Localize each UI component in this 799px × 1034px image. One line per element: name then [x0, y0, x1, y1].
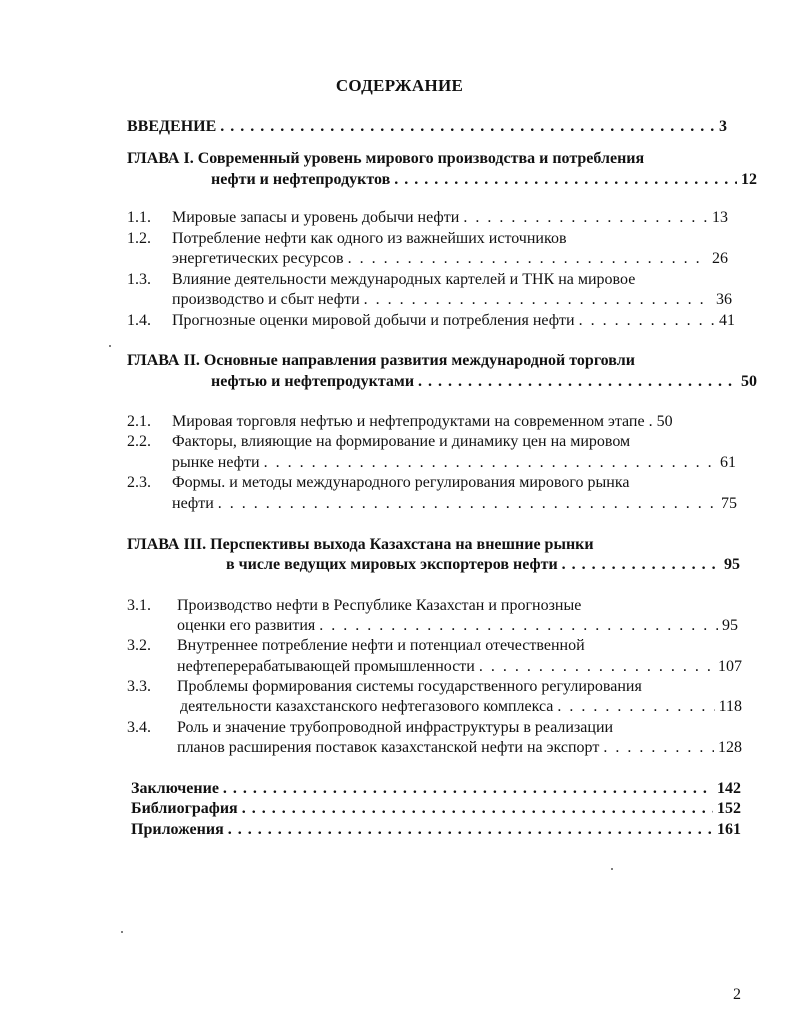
toc-page-number: 118 — [718, 698, 742, 715]
toc-page-number: 95 — [724, 556, 740, 573]
toc-entry-label: нефтеперерабатывающей промышленности — [177, 658, 475, 675]
toc-entry-3-2 — [177, 657, 742, 677]
leader-dots — [220, 117, 715, 137]
leader-dots — [479, 657, 714, 677]
toc-entry-label: рынке нефти — [172, 454, 260, 471]
toc-page-number: 152 — [717, 800, 741, 817]
leader-dots — [348, 249, 708, 269]
section-number: 1.2. — [127, 230, 151, 247]
toc-page-number: 75 — [721, 495, 737, 512]
toc-page-number: 3 — [719, 118, 727, 135]
section-number: 3.1. — [127, 597, 151, 614]
toc-entry-2-1 — [172, 412, 739, 432]
toc-entry-3-4-line1: Роль и значение трубопроводной инфраструктуры в реализации — [177, 719, 614, 736]
chapter-3-heading-cont — [226, 555, 740, 575]
section-number: 2.2. — [127, 433, 151, 450]
toc-entry-3-3-line1: Проблемы формирования системы государственного регулирования — [177, 678, 642, 695]
leader-dots — [319, 616, 718, 636]
toc-entry-2-3-line1: Формы. и методы международного регулирования мирового рынка — [172, 474, 630, 491]
toc-page-number: 50 — [741, 373, 757, 390]
toc-entry-label: оценки его развития — [177, 617, 316, 634]
page-title: СОДЕРЖАНИЕ — [335, 76, 464, 95]
toc-entry-3-1 — [177, 616, 738, 636]
leader-dots — [264, 453, 716, 473]
toc-entry-appendix — [131, 820, 741, 840]
chapter-1-heading: ГЛАВА I. Современный уровень мирового производства и потребления — [127, 150, 645, 167]
toc-entry-3-1-line1: Производство нефти в Республике Казахстан и прогнозные — [177, 597, 582, 614]
toc-entry-label: производство и сбыт нефти — [172, 291, 360, 308]
leader-dots — [562, 555, 720, 575]
toc-entry-label: Заключение — [131, 780, 219, 797]
leader-dots — [603, 738, 714, 758]
toc-entry-label: Приложения — [131, 821, 224, 838]
toc-entry-1-2-line1: Потребление нефти как одного из важнейших источников — [172, 230, 567, 247]
leader-dots — [223, 779, 713, 799]
section-number: 3.3. — [127, 678, 151, 695]
chapter-1-heading-cont — [211, 170, 757, 190]
toc-page-number: 13 — [712, 209, 728, 226]
toc-page-number: 26 — [712, 250, 728, 267]
toc-entry-label: в числе ведущих мировых экспортеров нефти — [226, 556, 558, 573]
chapter-2-heading: ГЛАВА II. Основные направления развития международной торговли — [127, 352, 635, 369]
toc-entry-label: Прогнозные оценки мировой добычи и потребления нефти — [172, 312, 575, 329]
leader-dots — [228, 820, 713, 840]
scan-speck — [611, 868, 613, 870]
toc-entry-1-2 — [172, 249, 728, 269]
toc-entry-label: планов расширения поставок казахстанской нефти на экспорт — [177, 739, 600, 756]
toc-entry-intro — [127, 117, 727, 137]
toc-page-number: 36 — [716, 291, 732, 308]
toc-entry-label: нефти и нефтепродуктов — [211, 171, 391, 188]
toc-page-number: 128 — [718, 739, 742, 756]
toc-page-number: 161 — [717, 821, 741, 838]
toc-entry-3-4 — [177, 738, 742, 758]
toc-entry-1-4 — [172, 311, 735, 331]
toc-entry-bibliography — [131, 799, 741, 819]
toc-entry-1-1 — [172, 208, 728, 228]
leader-dots — [557, 697, 714, 717]
toc-entry-3-2-line1: Внутреннее потребление нефти и потенциал отечественной — [177, 637, 585, 654]
leader-dots — [394, 170, 737, 190]
toc-page-number: . 50 — [648, 413, 673, 430]
leader-dots — [418, 372, 737, 392]
leader-dots — [218, 494, 717, 514]
scan-speck — [109, 345, 111, 347]
toc-page-number: 95 — [722, 617, 738, 634]
leader-dots — [242, 799, 713, 819]
toc-entry-label: Мировая торговля нефтью и нефтепродуктами на современном этапе — [172, 413, 645, 430]
chapter-2-heading-cont — [211, 372, 757, 392]
toc-entry-label: энергетических ресурсов — [172, 250, 344, 267]
toc-page-number: 12 — [741, 171, 757, 188]
toc-page-number: 61 — [720, 454, 736, 471]
leader-dots — [579, 311, 715, 331]
toc-entry-1-3 — [172, 290, 732, 310]
leader-dots — [364, 290, 712, 310]
toc-entry-1-3-line1: Влияние деятельности международных картелей и ТНК на мировое — [172, 271, 636, 288]
chapter-3-heading: ГЛАВА III. Перспективы выхода Казахстана на внешние рынки — [127, 536, 594, 553]
toc-entry-label: Мировые запасы и уровень добычи нефти — [172, 209, 460, 226]
section-number: 3.4. — [127, 719, 151, 736]
toc-entry-label: деятельности казахстанского нефтегазового комплекса — [180, 698, 554, 715]
footer-page-number: 2 — [733, 986, 741, 1003]
toc-entry-label: нефтью и нефтепродуктами — [211, 373, 415, 390]
section-number: 1.1. — [127, 209, 151, 226]
toc-entry-2-2 — [172, 453, 736, 473]
toc-entry-conclusion — [131, 779, 741, 799]
leader-dots — [463, 208, 708, 228]
toc-entry-label: ВВЕДЕНИЕ — [127, 118, 217, 135]
toc-entry-3-3 — [180, 697, 742, 717]
section-number: 2.1. — [127, 413, 151, 430]
section-number: 2.3. — [127, 474, 151, 491]
toc-page-number: 107 — [718, 658, 742, 675]
toc-entry-label: Библиография — [131, 800, 238, 817]
section-number: 1.3. — [127, 271, 151, 288]
toc-page-number: 142 — [717, 780, 741, 797]
toc-page-number: 41 — [719, 312, 735, 329]
toc-entry-2-3 — [172, 494, 737, 514]
section-number: 3.2. — [127, 637, 151, 654]
section-number: 1.4. — [127, 312, 151, 329]
scan-speck — [121, 931, 123, 933]
toc-entry-label: нефти — [172, 495, 214, 512]
toc-entry-2-2-line1: Факторы, влияющие на формирование и динамику цен на мировом — [172, 433, 631, 450]
